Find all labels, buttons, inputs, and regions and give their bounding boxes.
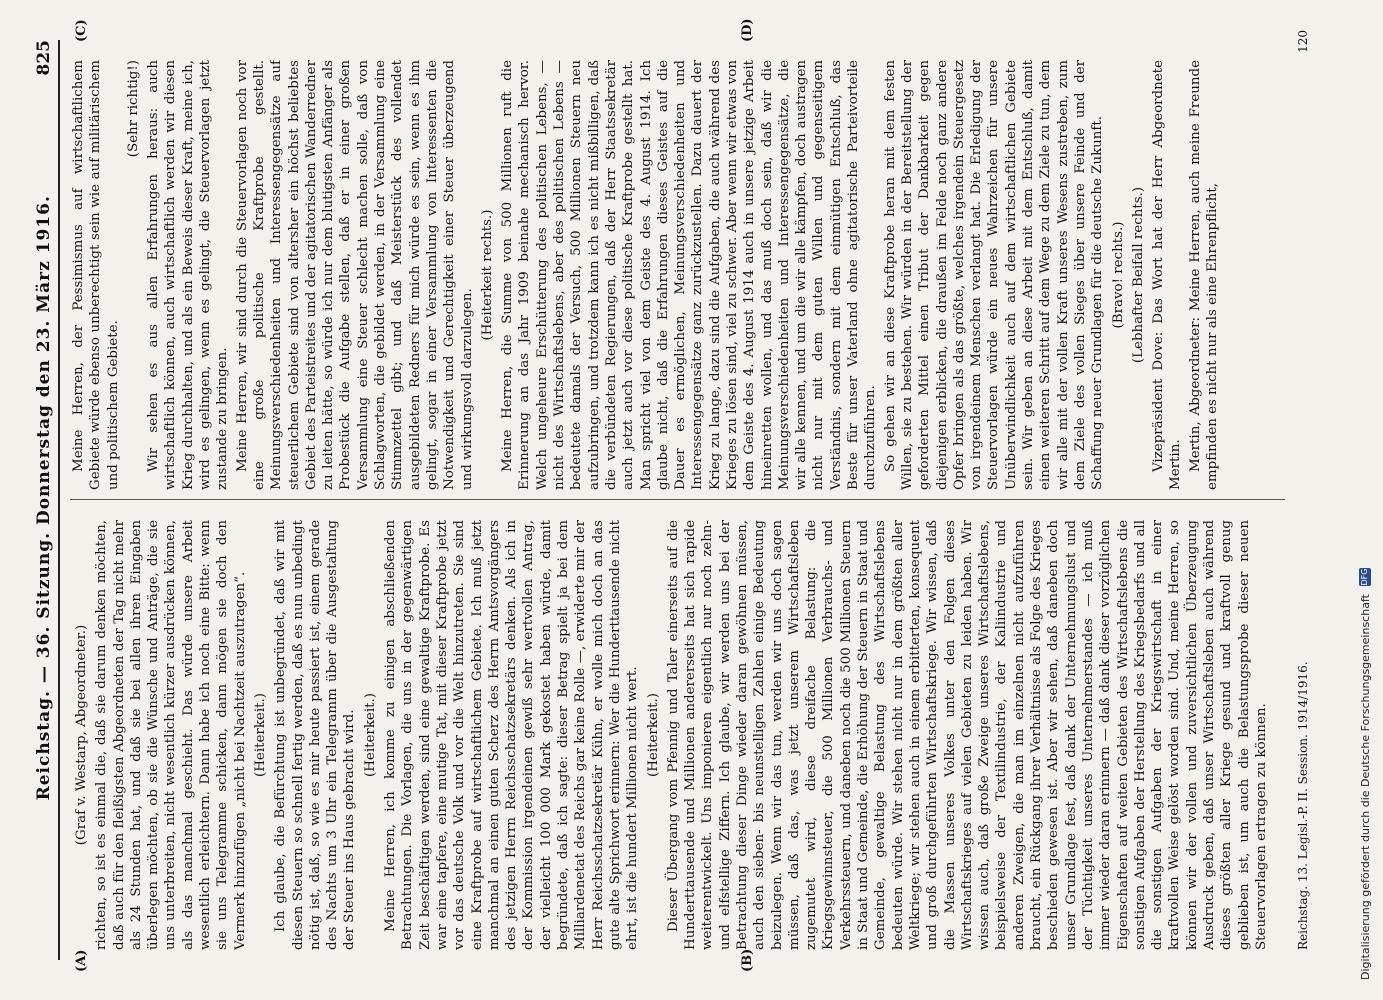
margin-marker-d: (D) (740, 18, 755, 42)
margin-marker-b: (B) (740, 948, 755, 972)
speaker-line: (Graf v. Westarp, Abgeordneter.) (74, 624, 89, 846)
interjection: (Heiterkeit.) (645, 693, 661, 777)
interjection: (Heiterkeit.) (252, 693, 268, 777)
interjection: (Heiterkeit rechts.) (479, 209, 495, 341)
interjection: (Heiterkeit.) (362, 693, 378, 777)
page-header (20, 40, 60, 960)
paragraph: Meine Herren, die Summe von 500 Millionen ruft die Erinnerung an das Jahr 1909 beinahe mechanisch hervor. Welch ungeheure Erschütterung des politischen Lebens, — nicht des Wirtschaftslebens, aber des politischen Lebens — bedeutete damals der Versuch, 500 Millionen Steuern neu aufzubringen, und trotzdem kann ich es nicht mißbilligen, daß die verbündeten Regierungen, daß der Herr Staatssekretär auch jetzt auch vor diese politische Kraftprobe gestellt hat. Man spricht viel von dem Geiste des 4. August 1914. Ich glaube nicht, daß die Erfahrungen dieses Geistes auf die Dauer es ermöglichen, Meinungsverschiedenheiten und Interessengegensätze ganz zurückzustellen. Dazu dauert der Krieg zu lange, dazu sind die Aufgaben, die auch während des Krieges zu lösen sind, viel zu schwer. Aber wenn wir etwas von dem Geiste des 4. August 1914 auch in unsere jetzige Arbeit hineinretten wollen, und das muß doch sein, daß wir die Meinungsverschiedenheiten und Interessengegensätze, die wir alle kennen, und um die wir alle kämpfen, doch austragen nicht nur mit dem guten Willen und gegenseitigem Verständnis, sondern mit dem einmütigen Entschluß, das Beste für unser Vaterland ohne agitatorische Parteivorteile durchzuführen. (500, 60, 879, 490)
interjection: (Sehr richtig!) (125, 60, 141, 158)
paragraph: Wir sehen es aus allen Erfahrungen heraus: auch wirtschaftlich können, auch wirtschaftlich werden wir diesen Krieg durchhalten, und als ein Beweis dieser Kraft, meine ich, wird es gelingen, wenn es gelingt, die Steuervorlagen jetzt zustande zu bringen. (146, 60, 231, 490)
paragraph: Meine Herren, wir sind durch die Steuervorlagen noch vor eine große politische Kraftprobe gestellt. Meinungsverschiedenheiten und Interessengegensätze auf steuerlichem Gebiete sind von altersher ein höchst beliebtes Gebiet des Parteistreites und der agitatorischen Wanderredner zu leiten hätte, so würde ich nur dem blutigsten Anfänger als Probestück die Aufgabe stellen, daß er in einer großen Versammlung eine Steuer schlecht machen solle, daß von Schlagworten, die gebildet werden, in der Versammlung eine Stimmzettel gibt; und daß Meisterstück des vollendet ausgebildeten Redners für mich würde es sein, wenn es ihm gelingt, sogar in einer Versammlung von Interessenten die Notwendigkeit und Gerechtigkeit einer Steuer überzeugend und wirkungsvoll darzulegen. (234, 60, 475, 490)
paragraph: richten, so ist es einmal die, daß sie darum denken möchten, daß auch für den fleißigsten Abgeordneten der Tag nicht mehr als 24 Stunden hat, und daß sie bei allen ihren Eingaben überlegen möchten, ob sie die Wünsche und Anträge, die sie uns unterbreiten, nicht wesentlich kürzer ausdrücken können, als das manchmal geschieht. Das würde unsere Arbeit wesentlich erleichtern. Dann habe ich noch eine Bitte: wenn sie uns Telegramme schicken, dann mögen sie doch den Vermerk hinzufügen „nicht bei Nachtzeit auszutragen“. (94, 520, 248, 950)
right-text-column (70, 60, 1290, 490)
paragraph: Dieser Übergang vom Pfennig und Taler einerseits auf die Hunderttausende und Millionen andererseits hat sich rapide weiterentwickelt. Uns imponieren eigentlich nur noch zehn- und elfstellige Ziffern. Ich glaube, wir werden uns bei der Betrachtung dieser Dinge wieder daran gewöhnen müssen, auch den sieben- bis neunstelligen Zahlen einige Bedeutung beizulegen. Wenn wir das tun, werden wir uns doch sagen müssen, daß das, was jetzt unserem Wirtschaftsleben zugemutet wird, diese dreifache Belastung: die Kriegsgewinnsteuer, die 500 Millionen Verbrauchs- und Verkehrssteuern, und daneben noch die 500 Millionen Steuern in Staat und Gemeinde, die Erhöhung der Steuern in Staat und Gemeinde, gewaltige Belastung des Wirtschaftslebens bedeuten würde. Wir stehen nicht nur in dem größten aller Weltkriege; wir stehen auch in einem erbitterten, konsequent und groß durchgeführten Wirtschaftskriege. Wir wissen, daß die Massen unseres Volkes unter den Folgen dieses Wirtschaftskrieges auf vielen Gebieten zu leiden haben. Wir wissen auch, daß große Zweige unseres Wirtschaftslebens, beispielsweise der Textilindustrie, der Kaliindustrie und anderen Zweigen, die man im einzelnen nicht aufzuführen braucht, ein Rückgang ihrer Verhältnisse als Folge des Krieges beschieden gewesen ist. Aber wir sehen, daß daneben doch unser Grundlage fest, daß dank der Unternehmungslust und der Tüchtigkeit unseres Unternehmerstandes — ich muß immer wieder daran erinnern — daß dank dieser vorzüglichen Eigenschaften auf weiten Gebieten des Wirtschaftslebens die sonstigen Aufgaben der Herstellung des Kriegsbedarfs und all die sonstigen Aufgaben der Kriegswirtschaft in einer kraftvollen Weise gelöst worden sind. Und, meine Herren, so können wir der vollen und zuversichtlichen Überzeugung Ausdruck geben, daß unser Wirtschaftsleben auch während dieses größten aller Kriege gesund und kraftvoll genug geblieben ist, um auch die Belastungsprobe dieser neuen Steuervorlagen ertragen zu können. (665, 520, 1269, 950)
dfg-logo-icon: DFG (1360, 568, 1369, 586)
page-number: 825 (34, 40, 54, 76)
paragraph: Meine Herren, der Pessimismus auf wirtschaftlichem Gebiete würde ebenso unberechtigt sein wie auf militärischem und politischem Gebiete. (71, 60, 121, 490)
margin-marker-c: (C) (74, 19, 89, 42)
paragraph: Vizepräsident Dove: Das Wort hat der Herr Abgeordnete Mertin. (1151, 60, 1184, 490)
paragraph: Ich glaube, die Befürchtung ist unbegründet, daß wir mit diesen Steuern so schnell fertig werden, daß es nun unbedingt nötig ist, daß, so wie es mir heute passiert ist, einem gerade des Nachts um 3 Uhr ein Telegramm über die Ausgestaltung der Steuer ins Haus gebracht wird. (273, 520, 358, 950)
footer-sheet-number: 120 (1296, 30, 1310, 53)
paragraph: Meine Herren, ich komme zu einigen abschließenden Betrachtungen. Die Vorlagen, die uns in der gegenwärtigen Zeit beschäftigen werden, sind eine gewaltige Kraftprobe. Es war eine tapfere, eine mutige Tat, mit dieser Kraftprobe jetzt vor das deutsche Volk und vor die Welt hinzutreten. Sie sind eine Kraftprobe auf wirtschaftlichem Gebiete. Ich muß jetzt manchmal an einen guten Scherz des Herrn Amtsvorgängers des jetzigen Herrn Reichsschatzsekretärs denken. Als ich in der Kommission irgendeinen gewiß sehr wertvollen Antrag, der vielleicht 100 000 Mark gekostet haben würde, damit begründete, daß ich sagte: dieser Betrag spielt ja bei dem Milliardenetat des Reichs gar keine Rolle —, erwiderte mir der Herr Reichsschatzsekretär Kühn, er wolle mich doch an das gute alte Sprichwort erinnern: Wer die Hunderttausende nicht ehrt, ist die hundert Millionen nicht wert. (383, 520, 641, 950)
paragraph: Mertin, Abgeordneter: Meine Herren, auch meine Freunde empfinden es nicht nur als eine Ehrenpflicht, (1187, 60, 1220, 490)
footer-session-info: Reichstag. 13. Legisl.-P. II. Session. 1914/1916. (1296, 661, 1310, 950)
interjection: (Lebhafter Beifall rechts.) (1130, 186, 1146, 364)
left-text-column (70, 520, 1290, 950)
digitization-credit-text: Digitalisierung gefördert durch die Deutsche Forschungsgemeinschaft (1358, 594, 1372, 980)
interjection: (Bravo! rechts.) (1110, 221, 1126, 329)
digitization-credit (1350, 20, 1380, 980)
margin-marker-a: (A) (74, 949, 89, 972)
column-divider (70, 499, 1285, 500)
page-footer (1296, 30, 1310, 950)
page-title: Reichstag. — 36. Sitzung. Donnerstag den 23. März 1916. (34, 195, 54, 801)
paragraph: So gehen wir an diese Kraftprobe heran mit dem festen Willen, sie zu bestehen. Wir würden in der Bereitstellung der geforderten Mittel einen Tribut der Dankbarkeit gegen diejenigen erblicken, die draußen im Felde noch ganz andere Opfer bringen als das größte, welches irgendein Steuergesetz von irgendeinem Menschen verlangt hat. Die Erledigung der Steuervorlagen würde ein neues Wahrzeichen für unsere Unüberwindlichkeit auch auf dem wirtschaftlichen Gebiete sein. Wir geben an diese Arbeit mit dem Entschluß, damit einen weiteren Schritt auf dem Wege zu dem Ziele zu tun, dem wir alle mit der vollen Kraft unseres Wesens zustreben, zum dem Ziele des vollen Sieges über unsere Feinde und der Schaffung neuer Grundlagen für die deutsche Zukunft. (882, 60, 1106, 490)
